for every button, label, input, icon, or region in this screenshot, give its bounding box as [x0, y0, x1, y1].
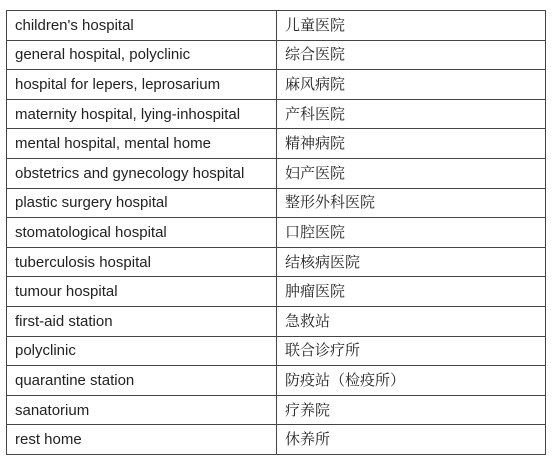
- table-row: [7, 425, 546, 455]
- table-row: [7, 99, 546, 129]
- chinese-term-cell: 结核病医院: [277, 247, 546, 277]
- glossary-body: [7, 11, 546, 455]
- chinese-term-cell: 麻风病院: [277, 70, 546, 100]
- english-term-cell: first-aid station: [7, 306, 277, 336]
- english-term-cell: sanatorium: [7, 395, 277, 425]
- table-row: [7, 158, 546, 188]
- chinese-term-cell: 疗养院: [277, 395, 546, 425]
- english-term-cell: mental hospital, mental home: [7, 129, 277, 159]
- table-row: [7, 218, 546, 248]
- english-term-cell: maternity hospital, lying-inhospital: [7, 99, 277, 129]
- table-row: [7, 129, 546, 159]
- table-row: [7, 247, 546, 277]
- table-row: [7, 70, 546, 100]
- chinese-term-cell: 整形外科医院: [277, 188, 546, 218]
- hospital-glossary-table: [6, 10, 546, 455]
- english-term-cell: quarantine station: [7, 366, 277, 396]
- english-term-cell: polyclinic: [7, 336, 277, 366]
- chinese-term-cell: 休养所: [277, 425, 546, 455]
- table-row: [7, 188, 546, 218]
- english-term-cell: tuberculosis hospital: [7, 247, 277, 277]
- english-term-cell: stomatological hospital: [7, 218, 277, 248]
- chinese-term-cell: 综合医院: [277, 40, 546, 70]
- table-row: [7, 306, 546, 336]
- english-term-cell: hospital for lepers, leprosarium: [7, 70, 277, 100]
- chinese-term-cell: 联合诊疗所: [277, 336, 546, 366]
- chinese-term-cell: 急救站: [277, 306, 546, 336]
- english-term-cell: obstetrics and gynecology hospital: [7, 158, 277, 188]
- chinese-term-cell: 防疫站（检疫所）: [277, 366, 546, 396]
- table-row: [7, 40, 546, 70]
- english-term-cell: general hospital, polyclinic: [7, 40, 277, 70]
- english-term-cell: children's hospital: [7, 11, 277, 41]
- table-row: [7, 395, 546, 425]
- chinese-term-cell: 口腔医院: [277, 218, 546, 248]
- table-row: [7, 277, 546, 307]
- english-term-cell: plastic surgery hospital: [7, 188, 277, 218]
- chinese-term-cell: 儿童医院: [277, 11, 546, 41]
- chinese-term-cell: 产科医院: [277, 99, 546, 129]
- chinese-term-cell: 妇产医院: [277, 158, 546, 188]
- english-term-cell: rest home: [7, 425, 277, 455]
- table-row: [7, 11, 546, 41]
- english-term-cell: tumour hospital: [7, 277, 277, 307]
- chinese-term-cell: 精神病院: [277, 129, 546, 159]
- chinese-term-cell: 肿瘤医院: [277, 277, 546, 307]
- table-row: [7, 366, 546, 396]
- table-row: [7, 336, 546, 366]
